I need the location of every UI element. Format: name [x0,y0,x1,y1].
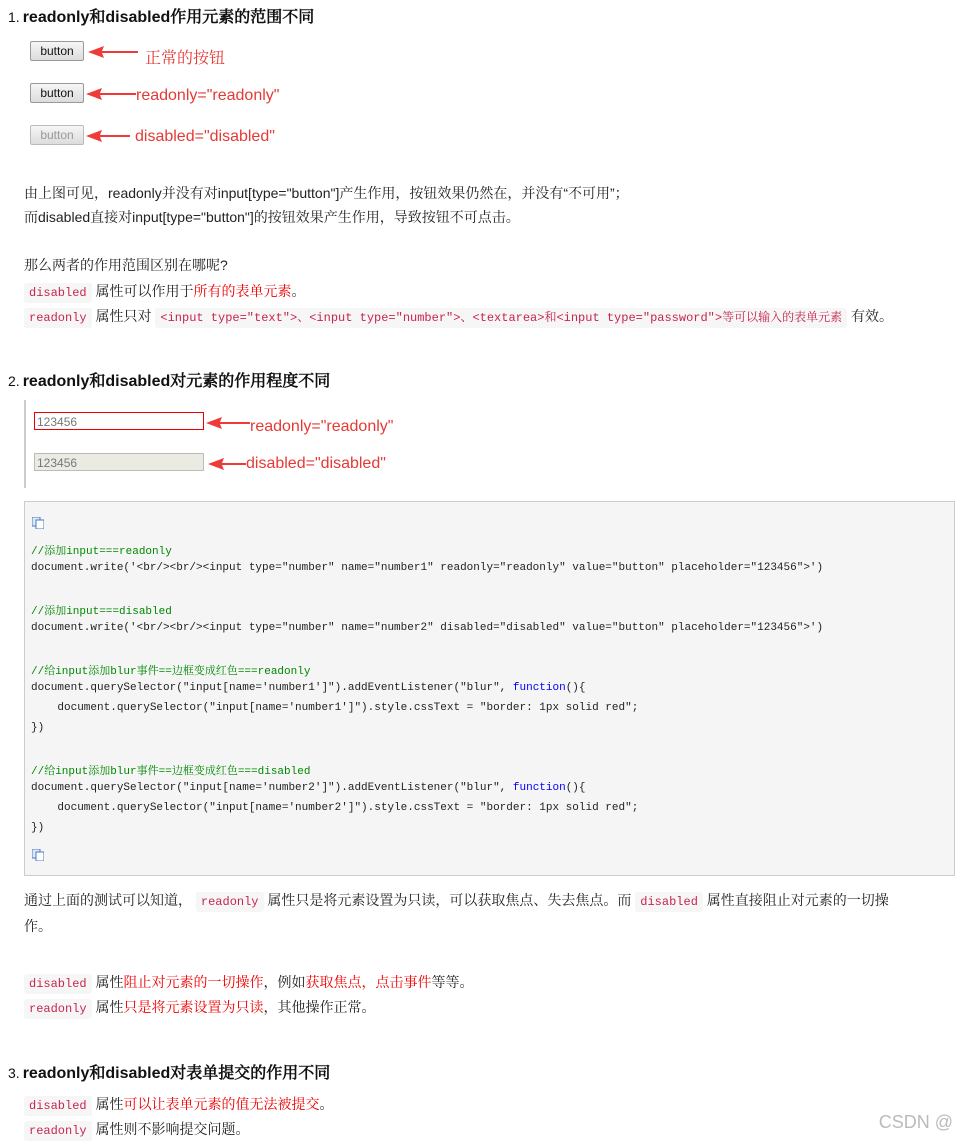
code-line: }) [31,822,45,834]
code-line: document.querySelector("input[name='number2']").addEventListener("blur", function(){ [31,782,586,794]
annotation-readonly: readonly="readonly" [250,418,394,435]
inline-code: readonly [196,892,264,912]
annotation-readonly: readonly="readonly" [136,87,280,104]
disabled-input: 123456 [34,453,204,471]
code-line: document.querySelector("input[name='number2']").style.cssText = "border: 1px solid red"; [31,802,639,814]
paragraph: readonly 属性则不影响提交问题。 [24,1117,250,1143]
watermark: CSDN @ [878,1112,953,1132]
paragraph: disabled 属性可以让表单元素的值无法被提交。 [24,1092,334,1118]
code-line: document.write('<br/><br/><input type="number" name="number1" readonly="readonly" value="button" placeholder="123456">') [31,562,824,574]
arrow-icon [88,46,138,58]
section-heading-3: 3. readonly和disabled对表单提交的作用不同 [8,1065,331,1082]
code-line: document.querySelector("input[name='number1']").addEventListener("blur", function(){ [31,682,586,694]
inline-code: disabled [24,283,92,303]
code-line: document.querySelector("input[name='number1']").style.cssText = "border: 1px solid red"; [31,702,639,714]
paragraph: 那么两者的作用范围区别在哪呢? [24,257,228,273]
paragraph: 作。 [24,918,52,934]
code-line: //添加input===readonly [31,546,172,558]
code-line: }) [31,722,45,734]
readonly-button[interactable]: button [30,83,84,103]
arrow-icon [208,458,246,470]
inline-code: readonly [24,1121,92,1141]
annotation-disabled: disabled="disabled" [246,455,386,472]
code-line: //添加input===disabled [31,606,172,618]
arrow-icon [206,417,250,429]
inline-code: disabled [24,974,92,994]
paragraph: readonly 属性只是将元素设置为只读，其他操作正常。 [24,995,376,1021]
section-heading-1: 1. readonly和disabled作用元素的范围不同 [8,9,315,26]
code-line: //给input添加blur事件==边框变成红色===readonly [31,666,311,678]
annotation-normal: 正常的按钮 [145,50,226,67]
normal-button[interactable]: button [30,41,84,61]
inline-code: disabled [635,892,703,912]
paragraph: 通过上面的测试可以知道， readonly 属性只是将元素设置为只读，可以获取焦点、失去焦点。而 disabled 属性直接阻止对元素的一切操 [24,888,889,914]
paragraph: readonly 属性只对 <input type="text">、<input type="number">、<textarea>和<input type="password">等可以输入的表单元素 有效。 [24,304,893,330]
paragraph: 由上图可见，readonly并没有对input[type="button"]产生作用，按钮效果仍然在，并没有“不可用”； [24,185,629,201]
inline-code: readonly [24,308,92,328]
copy-icon[interactable] [32,517,44,529]
arrow-icon [86,130,130,142]
code-line: document.write('<br/><br/><input type="number" name="number2" disabled="disabled" value="button" placeholder="123456">') [31,622,824,634]
inline-code: disabled [24,1096,92,1116]
copy-icon[interactable] [32,849,44,861]
readonly-input[interactable]: 123456 [34,412,204,430]
paragraph: disabled 属性可以作用于所有的表单元素。 [24,279,306,305]
section-heading-2: 2. readonly和disabled对元素的作用程度不同 [8,373,331,390]
paragraph: 而disabled直接对input[type="button"]的按钮效果产生作用，导致按钮不可点击。 [24,209,520,225]
code-block [24,501,955,876]
inline-code: <input type="text">、<input type="number">、<textarea>和<input type="password">等可以输入的表单元素 [155,308,847,328]
inline-code: readonly [24,999,92,1019]
annotation-disabled: disabled="disabled" [135,128,275,145]
arrow-icon [86,88,136,100]
disabled-button: button [30,125,84,145]
code-line: //给input添加blur事件==边框变成红色===disabled [31,766,311,778]
paragraph: disabled 属性阻止对元素的一切操作，例如获取焦点，点击事件等等。 [24,970,474,996]
